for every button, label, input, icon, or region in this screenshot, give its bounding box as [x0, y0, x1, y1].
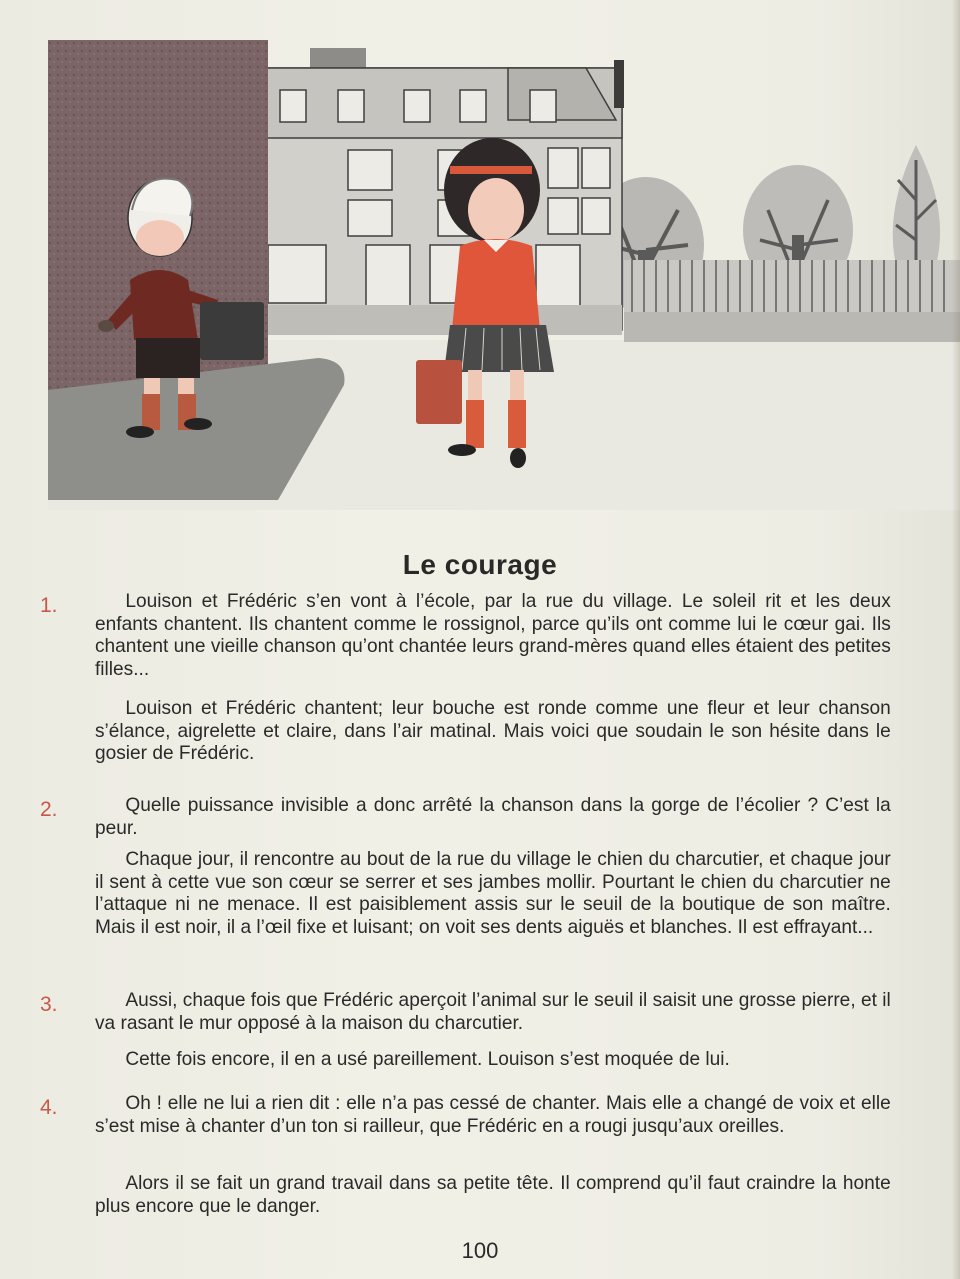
section-number: 4. [40, 1096, 58, 1119]
paragraph: Louison et Frédéric chantent; leur bouche est ronde comme une fleur et leur chanson s’élance, aigrelette et claire, dans l’air matinal. Mais voici que soudain le son hésite dans le gosier de Frédéric. [95, 697, 891, 764]
paragraph: Alors il se fait un grand travail dans sa petite tête. Il comprend qu’il faut craindre la honte plus encore que le danger. [95, 1172, 891, 1217]
story-illustration [48, 40, 960, 510]
section-number: 2. [40, 798, 58, 821]
page-number: 100 [461, 1238, 499, 1263]
paragraph: Cette fois encore, il en a usé pareillement. Louison s’est moquée de lui. [125, 1048, 730, 1070]
illustration-svg [48, 40, 960, 510]
section-number: 3. [40, 993, 58, 1016]
paragraph: Oh ! elle ne lui a rien dit : elle n’a pas cessé de chanter. Mais elle a changé de voix et elle s’est mise à chanter d’un ton si railleur, que Frédéric en a rougi jusqu’aux oreilles. [95, 1092, 891, 1137]
page-title: Le courage [402, 548, 558, 580]
fence-icon [624, 260, 960, 342]
paragraph: Chaque jour, il rencontre au bout de la rue du village le chien du charcutier, et chaque jour il sent à cette vue son cœur se serrer et ses jambes mollir. Pourtant le chien du charcutier ne l’attaque ni ne menace. Il est paisiblement assis sur le seuil de la boutique de son maître. Mais il est noir, il a l’œil fixe et luisant; on voit ses dents aiguës et blanches. Il est effrayant... [95, 848, 891, 938]
paragraph: Louison et Frédéric s’en vont à l’école, par la rue du village. Le soleil rit et les deux enfants chantent. Ils chantent comme le rossignol, parce qu’ils ont comme lui le cœur gai. Ils chantent une vieille chanson qu’ont chantée leurs grand-mères quand elles étaient des petites filles... [95, 590, 891, 680]
page-edge-shadow [952, 0, 960, 1279]
paragraph: Aussi, chaque fois que Frédéric aperçoit l’animal sur le seuil il saisit une grosse pierre, et il va rasant le mur opposé à la maison du charcutier. [95, 989, 891, 1034]
paragraph: Quelle puissance invisible a donc arrêté la chanson dans la gorge de l’écolier ? C’est la peur. [95, 794, 891, 839]
house-icon [262, 48, 624, 335]
section-number: 1. [40, 594, 58, 617]
